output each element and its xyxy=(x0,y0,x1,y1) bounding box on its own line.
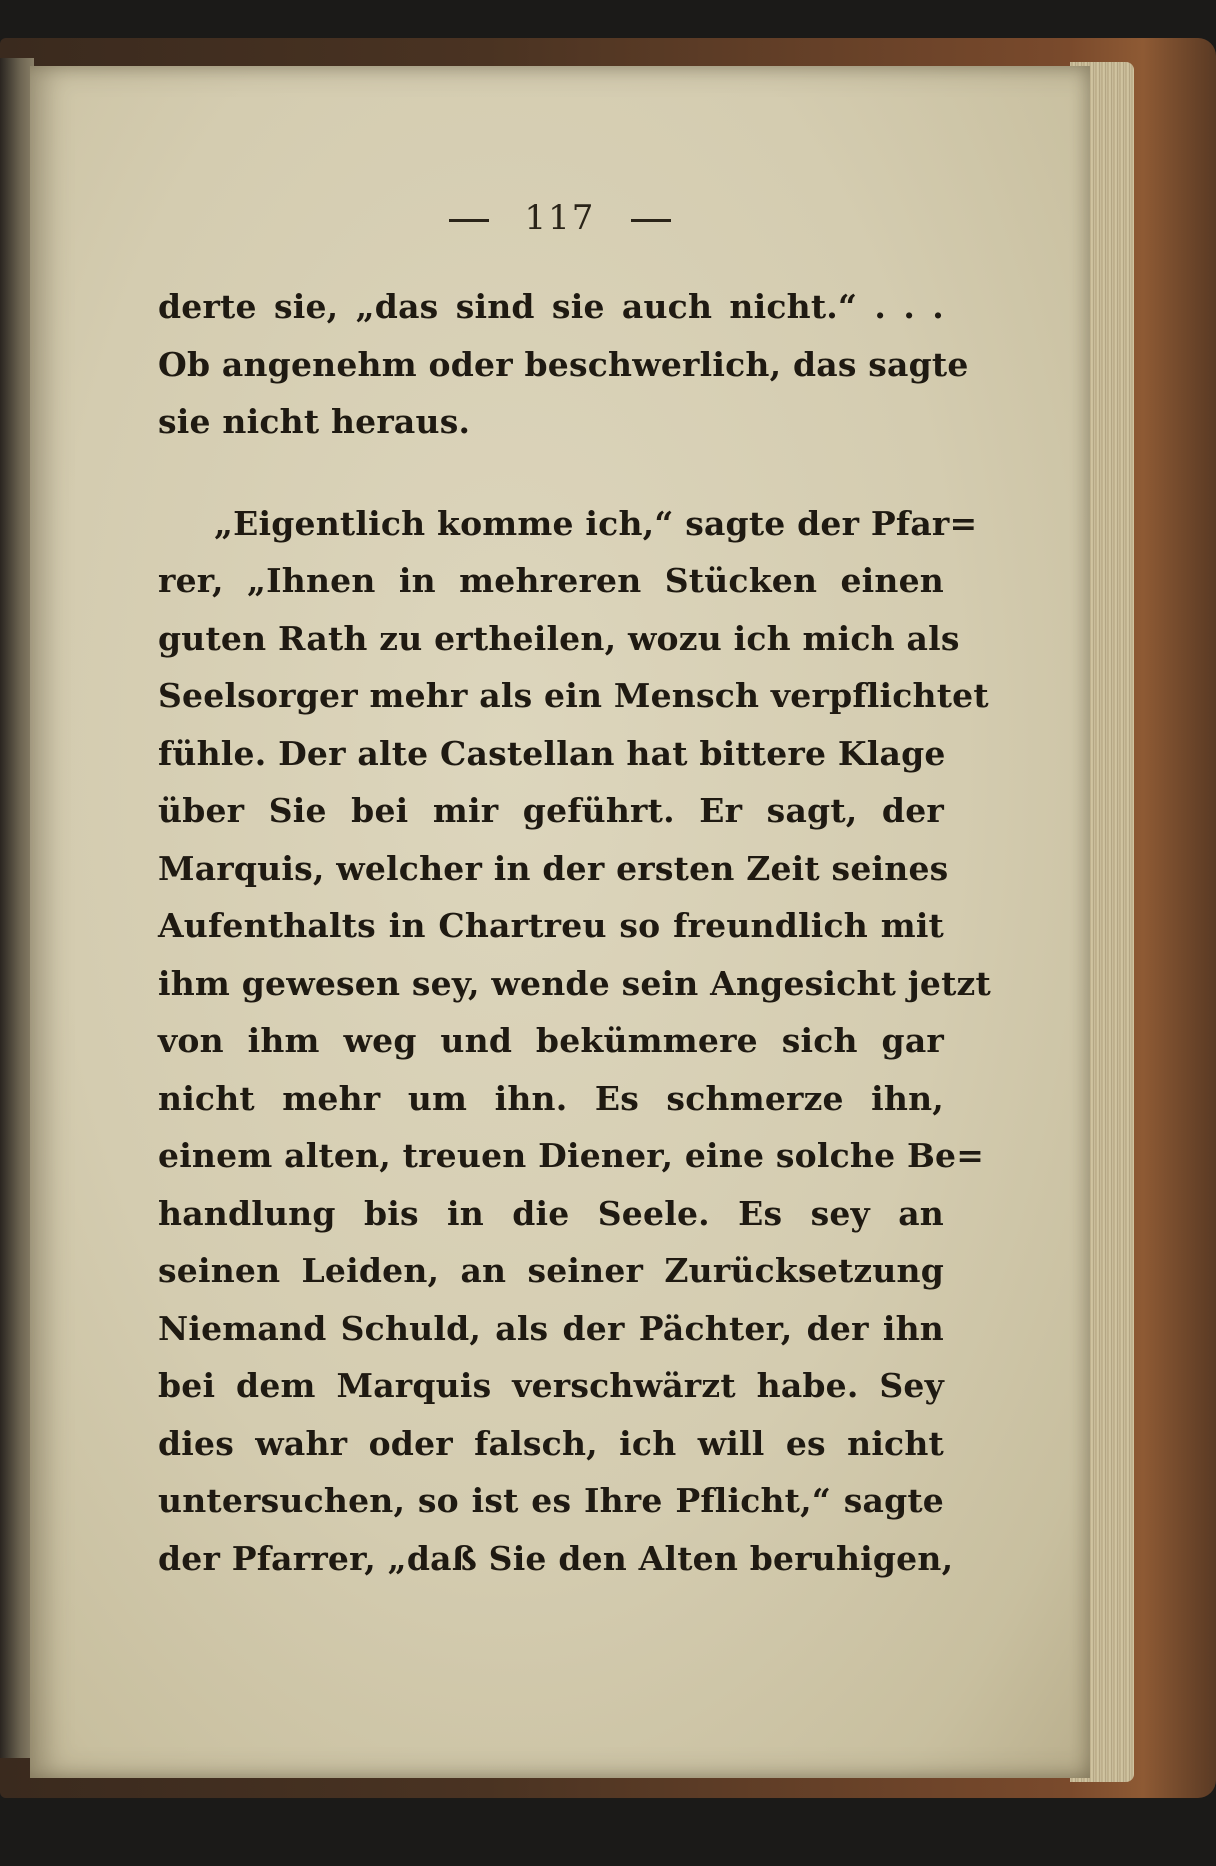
text-line: Marquis, welcher in der ersten Zeit seines xyxy=(158,848,949,888)
page-header xyxy=(30,198,1090,238)
text-line: nicht mehr um ihn. Es schmerze ihn, xyxy=(158,1078,944,1118)
text-line: seinen Leiden, an seiner Zurücksetzung xyxy=(158,1251,944,1290)
text-line: Aufenthalts in Chartreu so freundlich mit xyxy=(158,906,944,945)
text-line: bei dem Marquis verschwärzt habe. Sey xyxy=(158,1366,944,1405)
text-line: handlung bis in die Seele. Es sey an xyxy=(158,1193,944,1233)
text-line: der Pfarrer, „daß Sie den Alten beruhigen, xyxy=(158,1538,954,1578)
text-line: guten Rath zu ertheilen, wozu ich mich als xyxy=(158,618,960,658)
text-line: Ob angenehm oder beschwerlich, das sagte xyxy=(158,344,969,384)
text-line: dies wahr oder falsch, ich will es nicht xyxy=(158,1423,944,1463)
page-number: 117 xyxy=(524,198,596,238)
body-text xyxy=(158,278,991,1587)
dash-left xyxy=(449,219,489,222)
text-line: ihm gewesen sey, wende sein Angesicht jetzt xyxy=(158,963,991,1003)
paragraph-gap xyxy=(158,451,944,495)
text-line: rer, „Ihnen in mehreren Stücken einen xyxy=(158,561,944,600)
text-line: sie nicht heraus. xyxy=(158,402,471,441)
book-page xyxy=(30,66,1090,1778)
text-line: von ihm weg und bekümmere sich gar xyxy=(158,1021,944,1060)
text-line: fühle. Der alte Castellan hat bittere Klage xyxy=(158,733,946,773)
text-line: „Eigentlich komme ich,“ sagte der Pfar= xyxy=(214,503,978,543)
text-line: untersuchen, so ist es Ihre Pflicht,“ sagte xyxy=(158,1481,944,1520)
text-line: einem alten, treuen Diener, eine solche Be= xyxy=(158,1136,985,1175)
text-line: Niemand Schuld, als der Pächter, der ihn xyxy=(158,1308,944,1348)
binding-shadow xyxy=(0,58,34,1758)
text-line: Seelsorger mehr als ein Mensch verpflichtet xyxy=(158,676,989,715)
text-line: derte sie, „das sind sie auch nicht.“ . . . xyxy=(158,287,944,326)
text-line: über Sie bei mir geführt. Er sagt, der xyxy=(158,791,944,830)
dash-right xyxy=(631,219,671,222)
